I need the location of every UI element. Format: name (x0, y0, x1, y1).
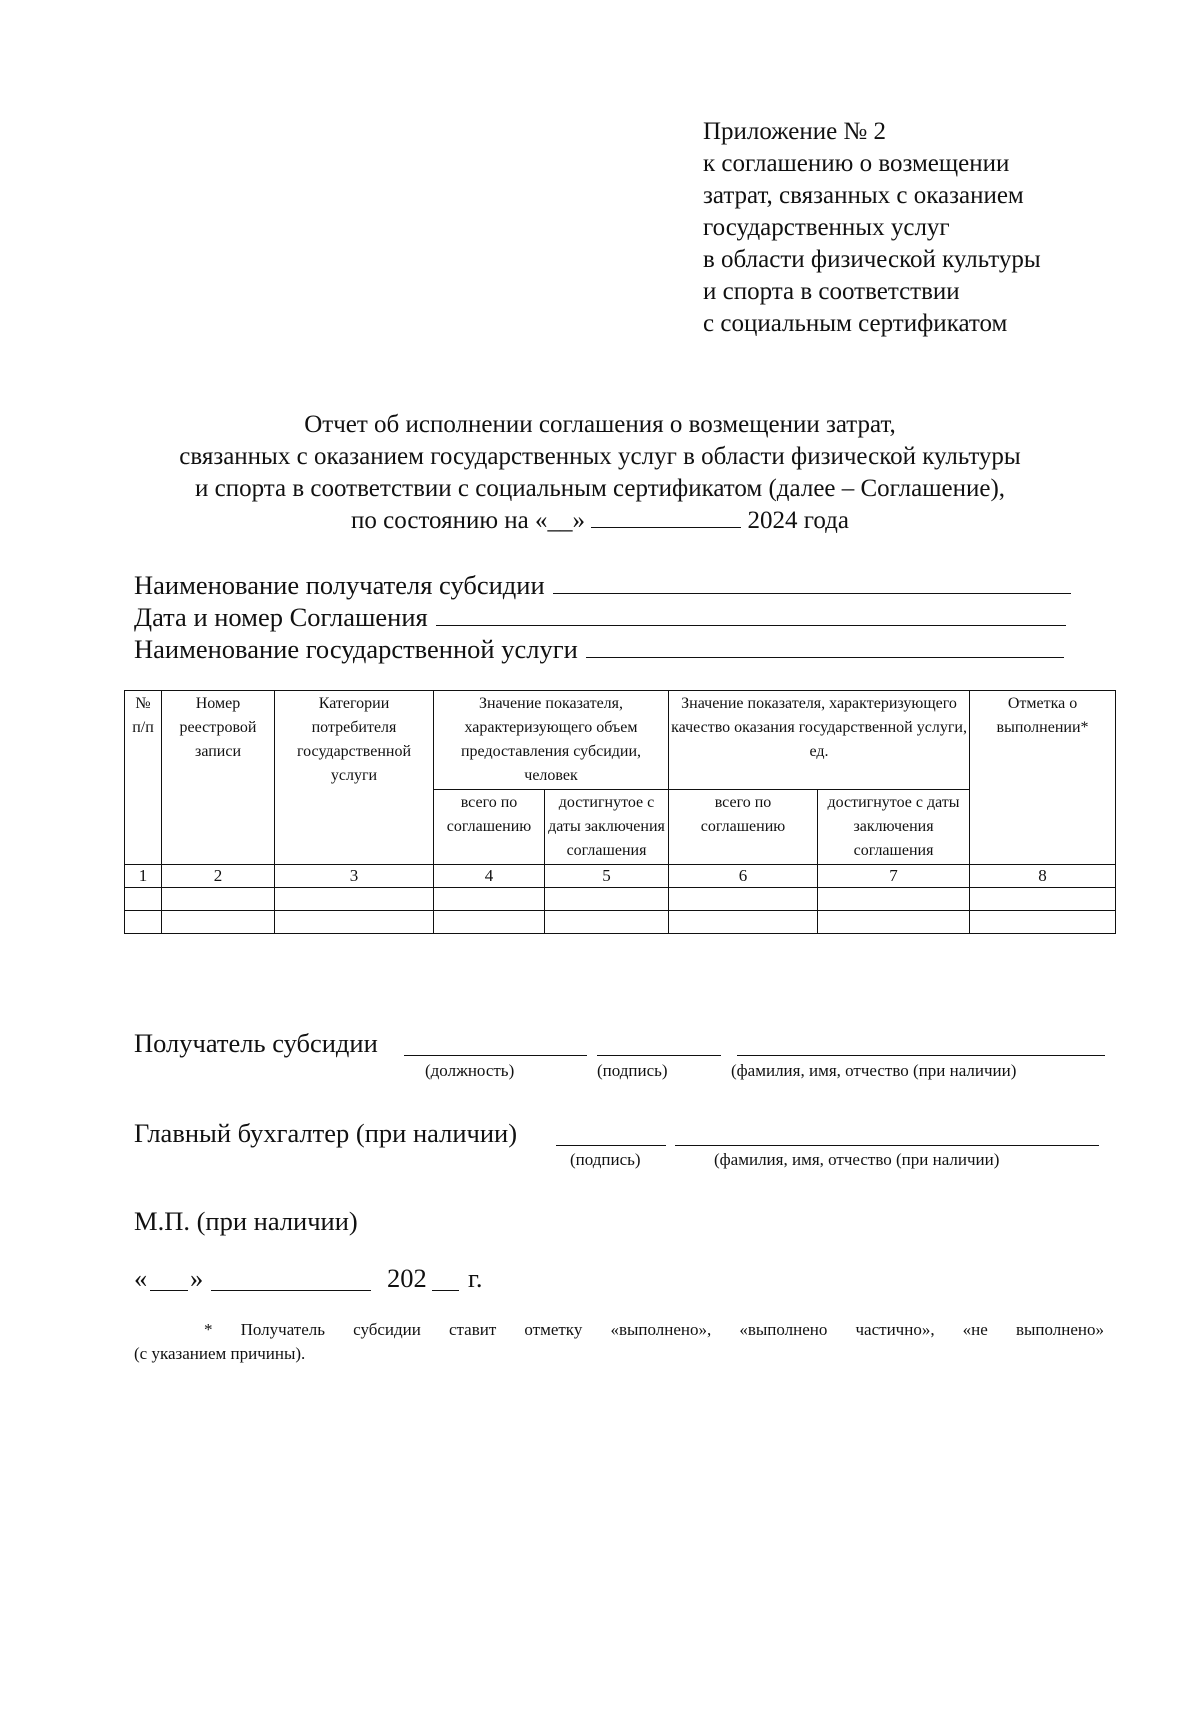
footnote-line-2: (с указанием причины). (134, 1344, 306, 1363)
date-close-quote: » (190, 1263, 204, 1293)
title-year: 2024 года (747, 507, 849, 534)
caption-signature-2: (подпись) (570, 1150, 641, 1169)
footnote (134, 1318, 1104, 1366)
accountant-signature-line[interactable] (556, 1145, 666, 1146)
title-line-4 (0, 505, 1200, 537)
table-cell[interactable] (275, 911, 434, 934)
appendix-line: и спорта в соответствии (703, 278, 960, 305)
agreement-label: Дата и номер Соглашения (134, 602, 428, 632)
report-title (0, 409, 1200, 537)
appendix-header (703, 116, 1041, 340)
recipient-signature-label: Получатель субсидии (134, 1028, 378, 1058)
date-day-line[interactable] (150, 1290, 188, 1291)
service-input[interactable] (586, 637, 1064, 658)
recipient-name-field (134, 570, 1071, 601)
agreement-field (134, 602, 1066, 633)
header-volume: Значение показателя, характеризующего объем предоставления субсидии, человек (434, 691, 669, 790)
column-number: 3 (275, 865, 434, 888)
header-volume-total: всего по соглашению (434, 790, 545, 865)
appendix-line: с социальным сертификатом (703, 310, 1008, 337)
column-number-row (125, 865, 1116, 888)
date-month-line[interactable] (211, 1290, 371, 1291)
report-table (124, 690, 1116, 934)
table-cell[interactable] (125, 888, 162, 911)
date-year-line[interactable] (432, 1290, 459, 1291)
accountant-signature-label: Главный бухгалтер (при наличии) (134, 1118, 518, 1148)
recipient-name-label: Наименование получателя субсидии (134, 570, 545, 600)
table-cell[interactable] (818, 911, 970, 934)
table-header-row (125, 691, 1116, 790)
column-number: 1 (125, 865, 162, 888)
footnote-line-1: * Получатель субсидии ставит отметку «выполнено», «выполнено частично», «не выполнено» (204, 1320, 1104, 1339)
date-open-quote: « (134, 1263, 148, 1293)
service-label: Наименование государственной услуги (134, 634, 578, 664)
column-number: 2 (162, 865, 275, 888)
appendix-line: в области физической культуры (703, 246, 1041, 273)
appendix-line: к соглашению о возмещении (703, 150, 1010, 177)
accountant-fio-line[interactable] (675, 1145, 1099, 1146)
recipient-position-line[interactable] (404, 1055, 587, 1056)
table-cell[interactable] (162, 888, 275, 911)
title-date-blank[interactable] (591, 509, 741, 528)
header-mark: Отметка о выполнении* (970, 691, 1116, 865)
header-volume-achieved: достигнутое с даты заключения соглашения (545, 790, 669, 865)
recipient-name-input[interactable] (553, 573, 1071, 594)
appendix-line: затрат, связанных с оказанием (703, 182, 1024, 209)
recipient-fio-line[interactable] (737, 1055, 1105, 1056)
table-cell[interactable] (970, 911, 1116, 934)
caption-fio: (фамилия, имя, отчество (при наличии) (731, 1061, 1017, 1080)
table-cell[interactable] (162, 911, 275, 934)
stamp-label: М.П. (при наличии) (134, 1206, 358, 1236)
recipient-signature-line[interactable] (597, 1055, 721, 1056)
column-number: 5 (545, 865, 669, 888)
caption-position: (должность) (425, 1061, 515, 1080)
table-cell[interactable] (669, 888, 818, 911)
table-cell[interactable] (275, 888, 434, 911)
table-cell[interactable] (970, 888, 1116, 911)
date-year-suffix: г. (468, 1263, 483, 1293)
title-line-2: связанных с оказанием государственных услуг в области физической культуры (179, 443, 1021, 470)
service-field (134, 634, 1064, 665)
title-date-prefix: по состоянию на «__» (351, 507, 592, 534)
table-row (125, 888, 1116, 911)
appendix-line: государственных услуг (703, 214, 950, 241)
table-cell[interactable] (125, 911, 162, 934)
header-quality: Значение показателя, характеризующего качество оказания государственной услуги, ед. (669, 691, 970, 790)
title-line-3: и спорта в соответствии с социальным сертификатом (далее – Соглашение), (194, 475, 1006, 502)
header-num: № п/п (125, 691, 162, 865)
table-cell[interactable] (434, 911, 545, 934)
table-cell[interactable] (434, 888, 545, 911)
column-number: 4 (434, 865, 545, 888)
column-number: 6 (669, 865, 818, 888)
agreement-input[interactable] (436, 605, 1066, 626)
header-quality-total: всего по соглашению (669, 790, 818, 865)
caption-fio-2: (фамилия, имя, отчество (при наличии) (714, 1150, 1000, 1169)
table-cell[interactable] (545, 911, 669, 934)
table-cell[interactable] (818, 888, 970, 911)
appendix-line: Приложение № 2 (703, 118, 887, 145)
table-row (125, 911, 1116, 934)
table-cell[interactable] (669, 911, 818, 934)
date-year-prefix: 202 (387, 1263, 427, 1293)
table-cell[interactable] (545, 888, 669, 911)
caption-signature: (подпись) (597, 1061, 668, 1080)
column-number: 7 (818, 865, 970, 888)
header-quality-achieved: достигнутое с даты заключения соглашения (818, 790, 970, 865)
header-categories: Категории потребителя государственной услуги (275, 691, 434, 865)
header-registry: Номер реестровой записи (162, 691, 275, 865)
column-number: 8 (970, 865, 1116, 888)
title-line-1: Отчет об исполнении соглашения о возмещении затрат, (304, 411, 896, 438)
